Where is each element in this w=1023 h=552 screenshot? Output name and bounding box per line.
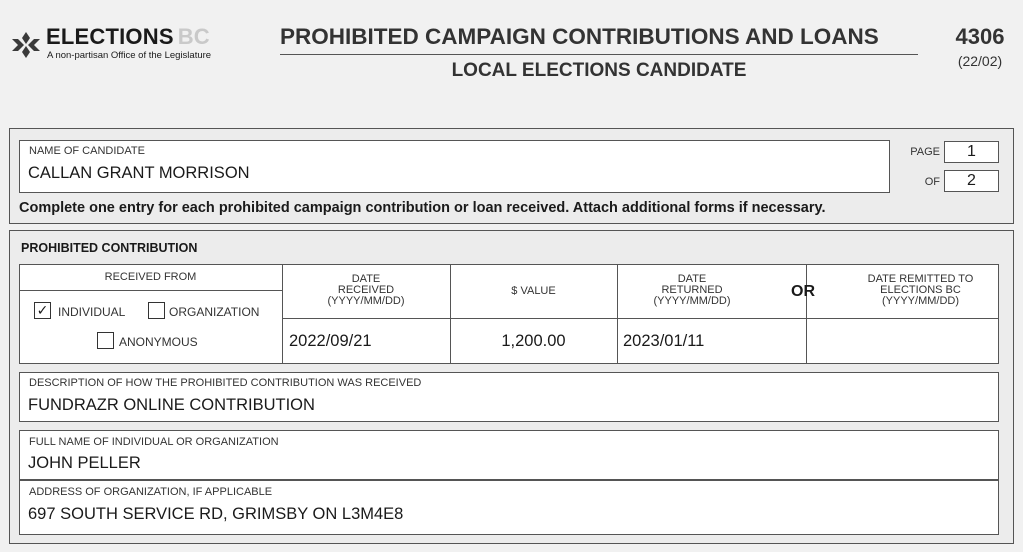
grid-divider [806, 264, 807, 364]
value-amount[interactable]: 1,200.00 [501, 332, 566, 350]
candidate-name-label: NAME OF CANDIDATE [29, 145, 145, 157]
organization-label: ORGANIZATION [169, 305, 260, 319]
individual-checkbox[interactable]: ✓ [34, 302, 51, 319]
date-returned-value[interactable]: 2023/01/11 [623, 332, 705, 350]
value-header: $ VALUE [511, 285, 556, 297]
description-label: DESCRIPTION OF HOW THE PROHIBITED CONTRIBUTION WAS RECEIVED [29, 377, 422, 389]
received-from-header: RECEIVED FROM [104, 271, 197, 283]
form-subtitle: LOCAL ELECTIONS CANDIDATE [451, 60, 747, 81]
contribution-heading: PROHIBITED CONTRIBUTION [21, 241, 198, 255]
address-label: ADDRESS OF ORGANIZATION, IF APPLICABLE [29, 486, 273, 498]
anonymous-label: ANONYMOUS [119, 335, 198, 349]
date-received-value[interactable]: 2022/09/21 [289, 332, 372, 350]
full-name-label: FULL NAME OF INDIVIDUAL OR ORGANIZATION [29, 436, 279, 448]
logo-tagline: A non-partisan Office of the Legislature [47, 50, 212, 61]
grid-divider [19, 290, 282, 291]
instructions: Complete one entry for each prohibited campaign contribution or loan received. Attach additional forms if necessary. [19, 200, 826, 216]
date-received-header: DATE RECEIVED (YYYY/MM/DD) [327, 273, 405, 307]
candidate-name-value: CALLAN GRANT MORRISON [28, 164, 250, 182]
page-number-field[interactable]: 1 [944, 141, 999, 163]
organization-checkbox[interactable] [148, 302, 165, 319]
or-label: OR [791, 283, 815, 300]
description-value: FUNDRAZR ONLINE CONTRIBUTION [28, 396, 315, 414]
anonymous-checkbox[interactable] [97, 332, 114, 349]
title-divider [280, 54, 918, 55]
logo-name: ELECTIONS [46, 24, 174, 49]
date-remitted-header: DATE REMITTED TO ELECTIONS BC (YYYY/MM/DD) [867, 273, 974, 307]
individual-label: INDIVIDUAL [58, 305, 126, 319]
page-of-label: OF [924, 176, 940, 188]
form-version: (22/02) [957, 53, 1003, 69]
grid-divider [282, 318, 999, 319]
page-label: PAGE [910, 146, 940, 158]
logo-bc: BC [177, 24, 210, 49]
elections-bc-logo-icon [8, 30, 44, 60]
form-title: PROHIBITED CAMPAIGN CONTRIBUTIONS AND LOANS [280, 24, 879, 49]
logo-wordmark [46, 24, 210, 50]
page-total-field[interactable]: 2 [944, 170, 999, 192]
full-name-value: JOHN PELLER [28, 454, 141, 472]
date-returned-header: DATE RETURNED (YYYY/MM/DD) [653, 273, 731, 307]
form-number: 4306 [955, 24, 1005, 49]
address-value: 697 SOUTH SERVICE RD, GRIMSBY ON L3M4E8 [28, 505, 404, 523]
